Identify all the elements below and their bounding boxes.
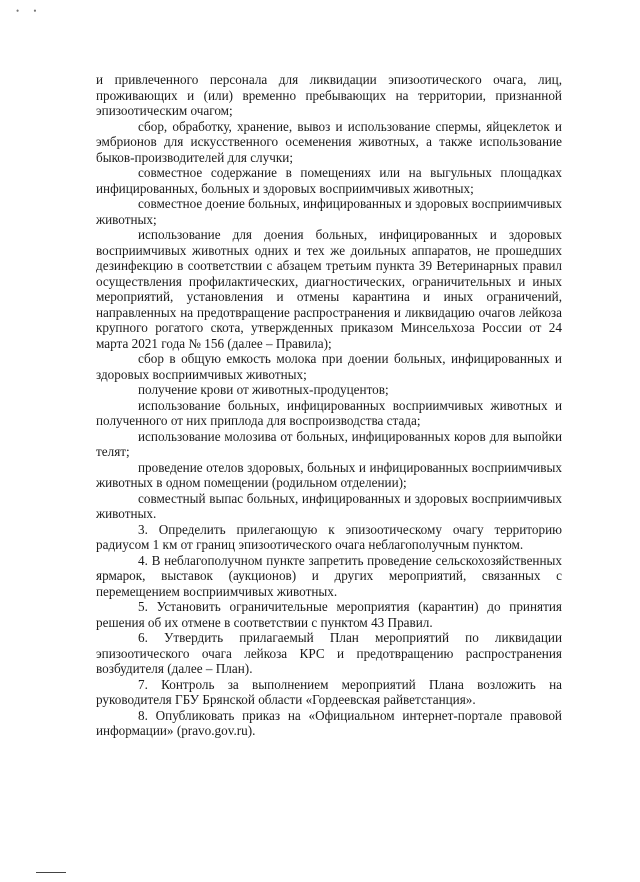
paragraph: и привлеченного персонала для ликвидации эпизоотического очага, лиц, проживающих и (или) временно пребывающих на территории, признанной эпизоотическим очагом; [96, 72, 562, 118]
numbered-paragraph-8: 8. Опубликовать приказ на «Официальном интернет-портале правовой информации» (pravo.gov.ru). [96, 707, 562, 738]
paragraph: совместный выпас больных, инфицированных и здоровых восприимчивых животных. [96, 490, 562, 521]
paragraph: использование больных, инфицированных восприимчивых животных и полученного от них приплода для воспроизводства стада; [96, 397, 562, 428]
paragraph: совместное доение больных, инфицированных и здоровых восприимчивых животных; [96, 196, 562, 227]
paragraph: сбор, обработку, хранение, вывоз и использование спермы, яйцеклеток и эмбрионов для искусственного осеменения животных, а также использование быков-производителей для случки; [96, 118, 562, 165]
paragraph: совместное содержание в помещениях или на выгульных площадках инфицированных, больных и здоровых восприимчивых животных; [96, 165, 562, 196]
paragraph: проведение отелов здоровых, больных и инфицированных восприимчивых животных в одном помещении (родильном отделении); [96, 459, 562, 490]
paragraph: использование молозива от больных, инфицированных коров для выпойки телят; [96, 428, 562, 459]
numbered-paragraph-4: 4. В неблагополучном пункте запретить проведение сельскохозяйственных ярмарок, выставок (аукционов) и других мероприятий, связанных с перемещением восприимчивых животных. [96, 552, 562, 599]
numbered-paragraph-3: 3. Определить прилегающую к эпизоотическому очагу территорию радиусом 1 км от границ эпизоотического очага неблагополучным пунктом. [96, 521, 562, 552]
footer-rule [36, 872, 66, 873]
paragraph: сбор в общую емкость молока при доении больных, инфицированных и здоровых восприимчивых животных; [96, 351, 562, 382]
numbered-paragraph-7: 7. Контроль за выполнением мероприятий Плана возложить на руководителя ГБУ Брянской области «Гордеевская райветстанция». [96, 676, 562, 707]
scan-marks: • • [16, 6, 43, 16]
document-body [96, 72, 562, 739]
numbered-paragraph-6: 6. Утвердить прилагаемый План мероприятий по ликвидации эпизоотического очага лейкоза КРС и предотвращению распространения возбудителя (далее – План). [96, 630, 562, 676]
numbered-paragraph-5: 5. Установить ограничительные мероприятия (карантин) до принятия решения об их отмене в соответствии с пунктом 43 Правил. [96, 599, 562, 630]
paragraph: использование для доения больных, инфицированных и здоровых восприимчивых животных одних и тех же доильных аппаратов, не прошедших дезинфекцию в соответствии с абзацем третьим пункта 39 Ветеринарных правил осуществления профилактических, диагностических, ограничительных и иных мероприятий, установления и отмены карантина и иных ограничений, направленных на предотвращение распространения и ликвидацию очагов лейкоза крупного рогатого скота, утвержденных приказом Минсельхоза России от 24 марта 2021 года № 156 (далее – Правила); [96, 227, 562, 351]
paragraph: получение крови от животных-продуцентов; [138, 382, 389, 397]
